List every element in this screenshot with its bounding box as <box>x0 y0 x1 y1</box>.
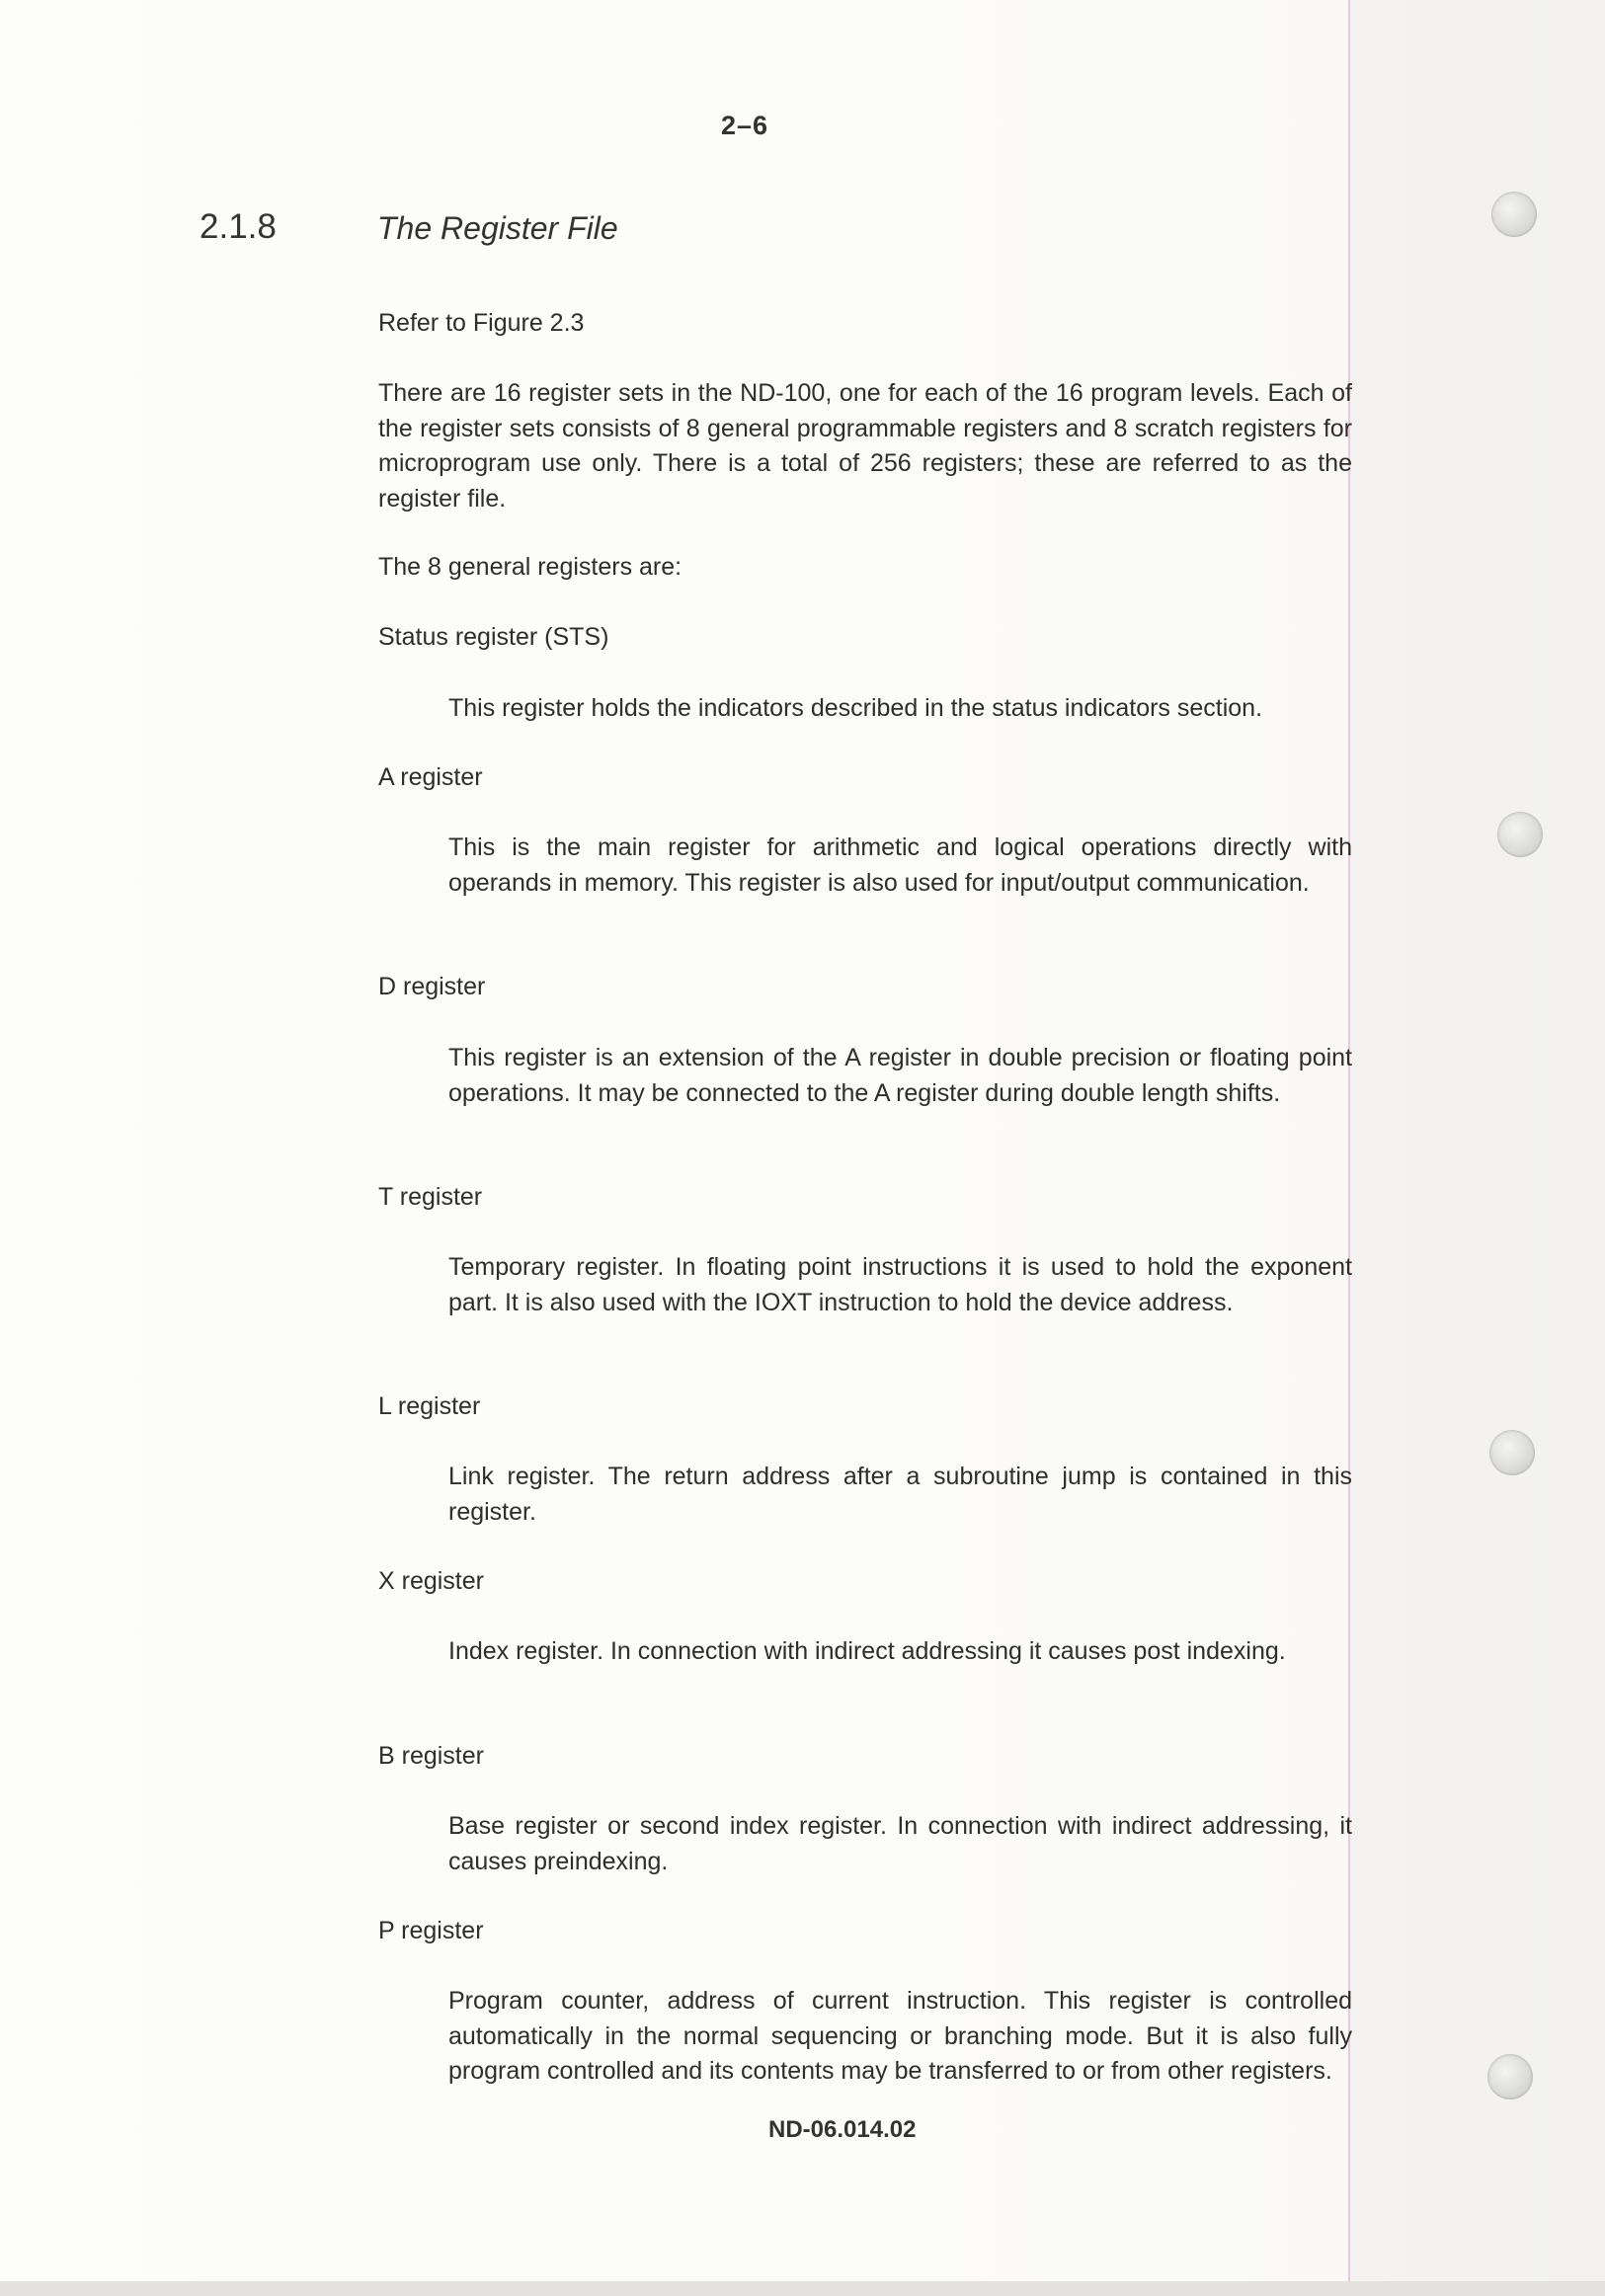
page-number: 2–6 <box>721 111 769 140</box>
figure-reference: Refer to Figure 2.3 <box>378 309 585 337</box>
register-description-p: Program counter, address of current instruction. This register is controlled automatically in the normal sequencing or branching mode. But it is also fully program controlled and its contents may be transferred to or from other registers. <box>448 1987 1352 2085</box>
register-label-x: X register <box>378 1567 484 1595</box>
page-margin-strip <box>1350 0 1605 2296</box>
register-label-l: L register <box>378 1392 481 1420</box>
register-label-sts: Status register (STS) <box>378 623 609 651</box>
register-description-x: Index register. In connection with indirect addressing it causes post indexing. <box>448 1637 1286 1665</box>
section-number: 2.1.8 <box>200 207 277 246</box>
page-edge-line <box>1348 0 1350 2296</box>
register-description-d: This register is an extension of the A register in double precision or floating point operations. It may be connected to the A register during double length shifts. <box>448 1044 1352 1107</box>
register-label-a: A register <box>378 763 483 791</box>
page-bottom-edge <box>0 2281 1605 2296</box>
register-description-b: Base register or second index register. In connection with indirect addressing, it causes preindexing. <box>448 1812 1352 1875</box>
binder-hole <box>1497 812 1543 857</box>
intro-paragraph: There are 16 register sets in the ND-100, one for each of the 16 program levels. Each of the register sets consists of 8 general programmable registers and 8 scratch registers for microprogram use only. There is a total of 256 registers; these are referred to as the register file. <box>378 379 1352 513</box>
document-footer-code: ND-06.014.02 <box>768 2116 917 2143</box>
register-description-a: This is the main register for arithmetic and logical operations directly with operands in memory. This register is also used for input/output communication. <box>448 833 1352 897</box>
binder-hole <box>1487 2054 1533 2099</box>
register-label-b: B register <box>378 1742 484 1770</box>
binder-hole <box>1489 1430 1535 1475</box>
binder-hole <box>1491 192 1537 237</box>
register-description-sts: This register holds the indicators described in the status indicators section. <box>448 694 1263 722</box>
register-label-p: P register <box>378 1917 484 1944</box>
section-title: The Register File <box>377 210 618 246</box>
register-label-t: T register <box>378 1183 483 1211</box>
general-registers-heading: The 8 general registers are: <box>378 553 682 581</box>
register-description-t: Temporary register. In floating point instructions it is used to hold the exponent part. It is also used with the IOXT instruction to hold the device address. <box>448 1253 1352 1316</box>
register-description-l: Link register. The return address after a subroutine jump is contained in this register. <box>448 1463 1352 1526</box>
register-label-d: D register <box>378 973 486 1000</box>
